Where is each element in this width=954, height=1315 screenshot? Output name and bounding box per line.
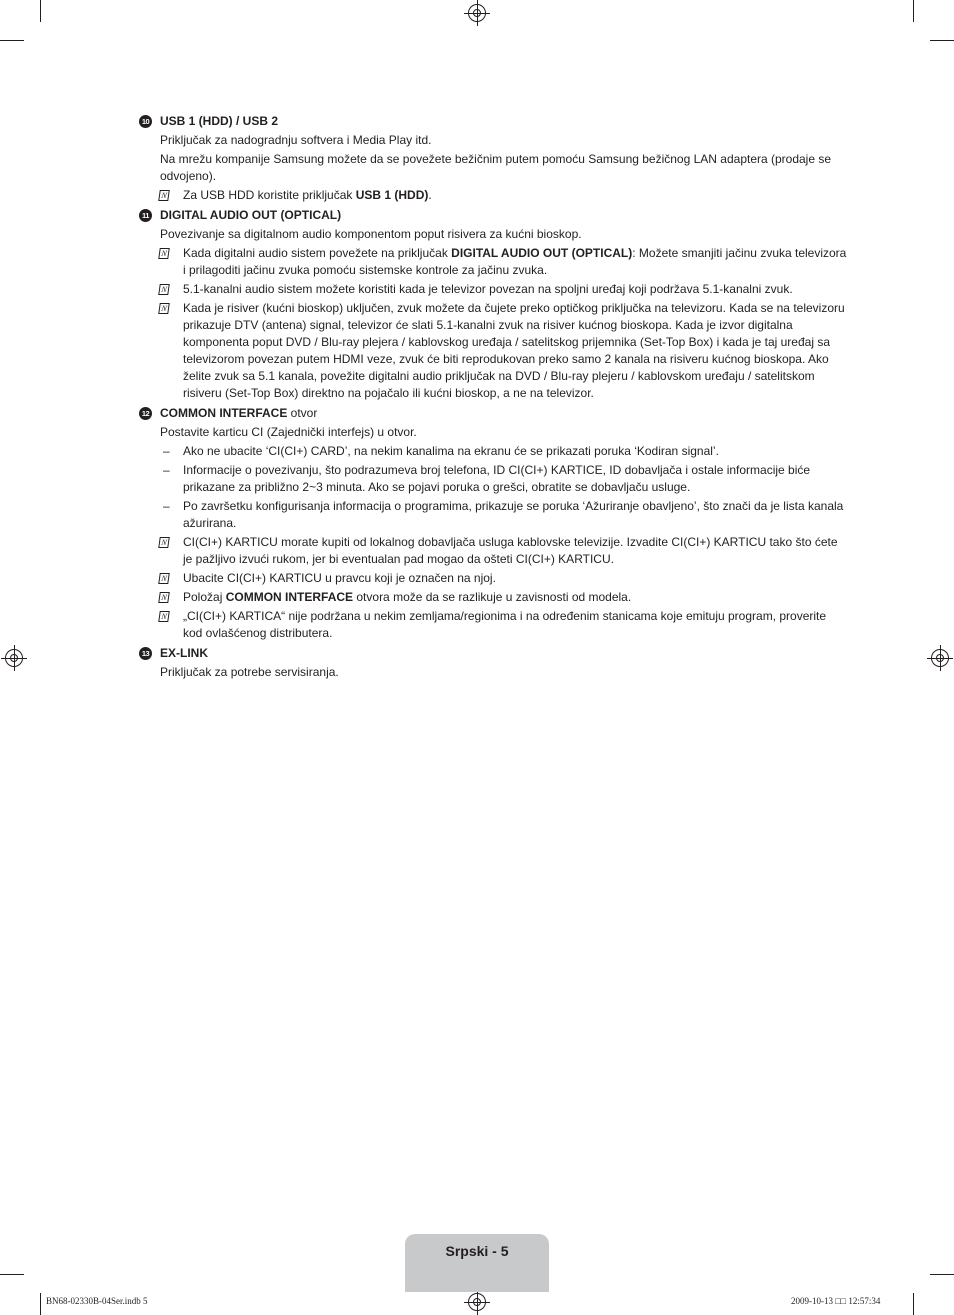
crop-mark: [0, 40, 24, 41]
note-text: 5.1-kanalni audio sistem možete koristiti kada je televizor povezan na spoljni uređaj koji podržava 5.1-kanalni zvuk.: [183, 282, 793, 296]
note-item: [138, 300, 848, 402]
section-title: COMMON INTERFACE: [160, 406, 288, 420]
paragraph: Povezivanje sa digitalnom audio komponentom poput risivera za kućni bioskop.: [160, 227, 582, 241]
note-icon: N: [158, 284, 170, 295]
page-label: Srpski - 5: [445, 1243, 509, 1259]
note-text: : Možete smanjiti jačinu zvuka televizora i prilagoditi jačinu zvuka pomoću sistemske kontrole za jačinu zvuka.: [183, 246, 847, 277]
crop-mark: [40, 1293, 41, 1315]
paragraph: Priključak za nadogradnju softvera i Media Play itd.: [160, 133, 432, 147]
paragraph: Postavite karticu CI (Zajednički interfejs) u otvor.: [160, 425, 417, 439]
note-text: „CI(CI+) KARTICA“ nije podržana u nekim zemljama/regionima i na određenim stanicama koje emituju program, proverite kod ovlašćenog distributera.: [183, 609, 827, 640]
note-item: [138, 245, 848, 279]
section-number-icon: 10: [139, 115, 152, 128]
section-title: USB 1 (HDD) / USB 2: [160, 114, 279, 128]
manual-content: [138, 110, 848, 681]
note-emphasis: DIGITAL AUDIO OUT (OPTICAL): [451, 246, 633, 260]
section-title: EX-LINK: [160, 646, 208, 660]
note-icon: N: [158, 537, 170, 548]
crop-mark: [913, 1293, 914, 1315]
crop-mark: [930, 1274, 954, 1275]
note-text: Ubacite CI(CI+) KARTICU u pravcu koji je označen na njoj.: [183, 571, 496, 585]
print-slug-right: 2009-10-13 □□ 12:57:34: [791, 1296, 881, 1306]
registration-mark-icon: [5, 649, 23, 667]
section-heading: [138, 207, 848, 224]
note-item: [138, 589, 848, 606]
note-text: .: [428, 188, 432, 202]
section-title-suffix: otvor: [287, 406, 318, 420]
dash-item-text: Ako ne ubacite ‘CI(CI+) CARD’, na nekim kanalima na ekranu će se prikazati poruka ‘Kodiran signal’.: [183, 444, 719, 458]
dash-list-item: [138, 443, 848, 460]
note-text: CI(CI+) KARTICU morate kupiti od lokalnog dobavljača usluga kablovske televizije. Izvadite CI(CI+) KARTICU tako što ćete je pažljivo izvući rukom, jer bi eventualan pad mogao da ošteti CI(CI+) KARTICU.: [183, 535, 838, 566]
note-icon: N: [158, 190, 170, 201]
note-icon: N: [158, 573, 170, 584]
section-title: DIGITAL AUDIO OUT (OPTICAL): [160, 208, 342, 222]
paragraph: Na mrežu kompanije Samsung možete da se povežete bežičnim putem pomoću Samsung bežičnog LAN adaptera (prodaje se odvojeno).: [160, 152, 832, 183]
section-number-icon: 13: [139, 647, 152, 660]
note-item: [138, 570, 848, 587]
section-heading: [138, 405, 848, 422]
section-number-icon: 12: [139, 407, 152, 420]
crop-mark: [913, 0, 914, 22]
dash-list-item: [138, 498, 848, 532]
note-text: Kada digitalni audio sistem povežete na priključak: [183, 246, 452, 260]
dash-item-text: Po završetku konfigurisanja informacija o programima, prikazuje se poruka ‘Ažuriranje obavljeno’, što znači da je lista kanala ažurirana.: [183, 499, 844, 530]
note-text: otvora može da se razlikuje u zavisnosti od modela.: [353, 590, 632, 604]
section-heading: [138, 113, 848, 130]
registration-mark-icon: [931, 649, 949, 667]
note-item: [138, 534, 848, 568]
note-icon: N: [158, 248, 170, 259]
registration-mark-icon: [468, 4, 486, 22]
crop-mark: [930, 40, 954, 41]
dash-bullet: –: [163, 444, 170, 458]
note-item: [138, 187, 848, 204]
note-icon: N: [158, 592, 170, 603]
crop-mark: [40, 0, 41, 22]
dash-item-text: Informacije o povezivanju, što podrazumeva broj telefona, ID CI(CI+) KARTICE, ID dobavljača i ostale informacije biće prikazane za približno 2~3 minuta. Ako se pojavi poruka o grešci, obratite se dobavljaču usluge.: [183, 463, 811, 494]
note-emphasis: USB 1 (HDD): [355, 188, 429, 202]
print-slug-left: BN68-02330B-04Ser.indb 5: [46, 1296, 148, 1306]
dash-bullet: –: [163, 463, 170, 477]
note-text: Kada je risiver (kućni bioskop) uključen, zvuk možete da čujete preko optičkog priključka na televizoru. Kada se na televizoru prikazuje DTV (antena) signal, televizor će slati 5.1-kanalni zvuk na risiver kućnog bioskopa. Kada je izvor digitalna komponenta poput DVD / Blu-ray plejera / kablovskog uređaja / satelitskog prijemnika (Set-Top Box) i kada je taj uređaj sa televizorom povezan putem HDMI veze, zvuk će biti reprodukovan preko samo 2 kanala na risiveru kućnog bioskopa. Ako želite zvuk sa 5.1 kanala, povežite digitalni audio priključak na DVD / Blu-ray plejeru / kablovskom uređaju / satelitskom risiveru (Set-Top Box) direktno na pojačalo ili kućni bioskop, a ne na televizor.: [183, 301, 845, 400]
crop-mark: [0, 1274, 24, 1275]
dash-list-item: [138, 462, 848, 496]
note-emphasis: COMMON INTERFACE: [225, 590, 354, 604]
paragraph: Priključak za potrebe servisiranja.: [160, 665, 339, 679]
registration-mark-icon: [468, 1293, 486, 1311]
note-text: Položaj: [183, 590, 226, 604]
section-number-icon: 11: [139, 209, 152, 222]
note-icon: N: [158, 611, 170, 622]
dash-bullet: –: [163, 499, 170, 513]
note-text: Za USB HDD koristite priključak: [183, 188, 356, 202]
note-item: [138, 281, 848, 298]
page-number-tab: [405, 1234, 549, 1292]
note-icon: N: [158, 303, 170, 314]
note-item: [138, 608, 848, 642]
section-heading: [138, 645, 848, 662]
